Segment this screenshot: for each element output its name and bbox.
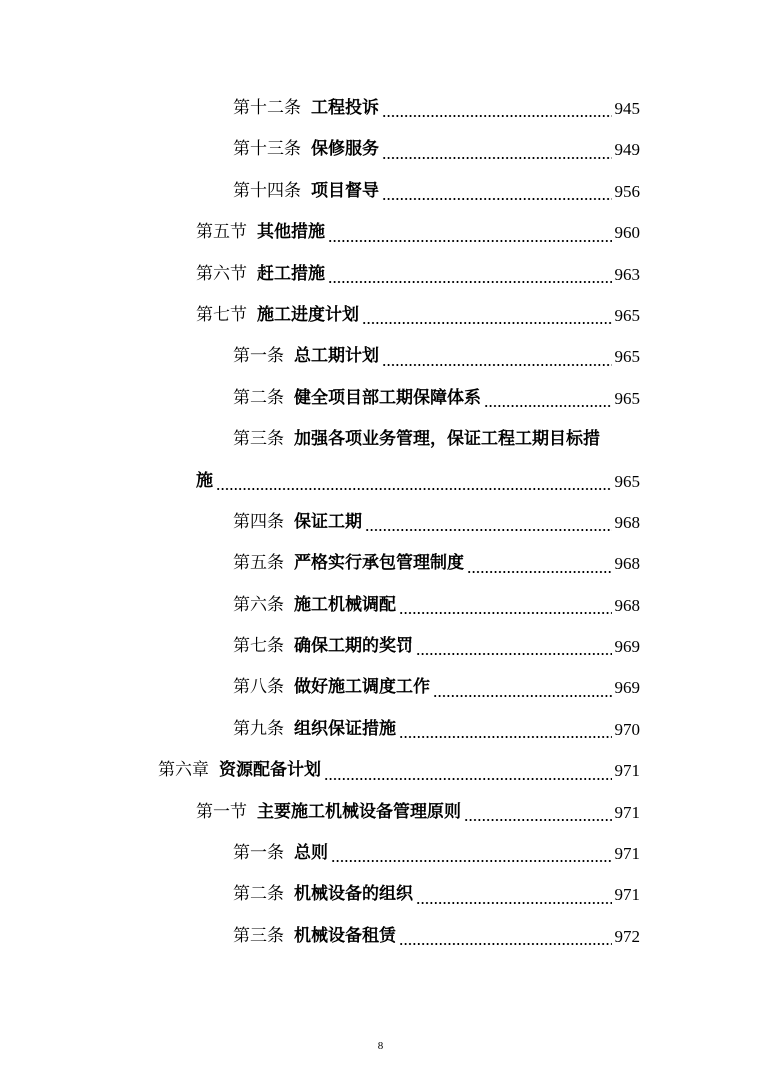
dot-leader xyxy=(331,860,612,862)
dot-leader xyxy=(416,902,612,904)
toc-entry-continuation[interactable] xyxy=(0,461,761,502)
dot-leader xyxy=(328,281,612,283)
toc-entry[interactable] xyxy=(0,667,761,708)
dot-leader xyxy=(433,695,612,697)
toc-entry-page: 968 xyxy=(614,512,640,532)
toc-entry-title: 组织保证措施 xyxy=(294,718,396,739)
toc-entry-label: 第六条 xyxy=(233,594,284,615)
dot-leader xyxy=(365,529,612,531)
table-of-contents xyxy=(0,88,761,957)
toc-entry-title: 保修服务 xyxy=(311,139,379,160)
dot-leader xyxy=(484,405,612,407)
toc-entry-page: 971 xyxy=(614,802,640,822)
toc-entry-title: 机械设备的组织 xyxy=(294,884,413,905)
dot-leader xyxy=(467,571,612,573)
toc-entry-wrapped[interactable] xyxy=(0,419,761,460)
dot-leader xyxy=(464,819,612,821)
toc-entry-title: 健全项目部工期保障体系 xyxy=(294,387,481,408)
dot-leader xyxy=(399,943,612,945)
toc-entry-title: 资源配备计划 xyxy=(219,760,321,781)
toc-entry-page: 965 xyxy=(614,347,640,367)
toc-entry[interactable] xyxy=(0,171,761,212)
toc-entry-label: 第一节 xyxy=(196,801,247,822)
toc-entry-title: 项目督导 xyxy=(311,180,379,201)
toc-entry-page: 972 xyxy=(614,926,640,946)
toc-entry-label: 第一条 xyxy=(233,346,284,367)
toc-entry-page: 945 xyxy=(614,99,640,118)
toc-entry-title: 加强各项业务管理，保证工程工期目标措 xyxy=(294,429,600,450)
toc-entry-label: 第十二条 xyxy=(233,98,301,118)
toc-entry[interactable] xyxy=(0,916,761,957)
toc-entry-title: 其他措施 xyxy=(257,222,325,243)
toc-entry-page: 956 xyxy=(614,181,640,201)
toc-entry-title: 严格实行承包管理制度 xyxy=(294,553,464,574)
toc-entry[interactable] xyxy=(0,254,761,295)
toc-entry-page: 949 xyxy=(614,140,640,160)
dot-leader xyxy=(399,612,612,614)
toc-entry-title-continuation: 施 xyxy=(196,470,213,491)
toc-entry[interactable] xyxy=(0,378,761,419)
toc-entry-title: 总则 xyxy=(294,843,328,864)
toc-entry[interactable] xyxy=(0,295,761,336)
toc-entry-title: 确保工期的奖罚 xyxy=(294,636,413,657)
toc-entry-title: 机械设备租赁 xyxy=(294,925,396,946)
toc-entry-label: 第三条 xyxy=(233,429,284,450)
toc-entry-page: 968 xyxy=(614,595,640,615)
toc-entry-page: 971 xyxy=(614,844,640,864)
toc-entry-label: 第七条 xyxy=(233,636,284,657)
dot-leader xyxy=(416,653,612,655)
toc-entry[interactable] xyxy=(0,709,761,750)
toc-entry-title: 施工机械调配 xyxy=(294,594,396,615)
toc-entry-page: 968 xyxy=(614,554,640,574)
dot-leader xyxy=(399,736,612,738)
page-number: 8 xyxy=(377,1040,384,1052)
toc-entry-page: 971 xyxy=(614,885,640,905)
toc-entry[interactable] xyxy=(0,212,761,253)
toc-entry-page: 970 xyxy=(614,719,640,739)
toc-entry[interactable] xyxy=(0,750,761,791)
toc-entry[interactable] xyxy=(0,874,761,915)
toc-entry-title: 赶工措施 xyxy=(257,263,325,284)
toc-entry-page: 965 xyxy=(614,305,640,325)
toc-entry[interactable] xyxy=(0,585,761,626)
toc-entry-title: 总工期计划 xyxy=(294,346,379,367)
toc-entry-label: 第五条 xyxy=(233,553,284,574)
toc-entry[interactable] xyxy=(0,792,761,833)
dot-leader xyxy=(362,322,612,324)
toc-entry-label: 第三条 xyxy=(233,925,284,946)
toc-entry-page: 969 xyxy=(614,678,640,698)
dot-leader xyxy=(382,198,612,200)
toc-entry-title: 施工进度计划 xyxy=(257,304,359,325)
toc-entry[interactable] xyxy=(0,543,761,584)
toc-entry[interactable] xyxy=(0,129,761,170)
toc-entry-page: 965 xyxy=(614,471,640,491)
toc-entry-title: 做好施工调度工作 xyxy=(294,677,430,698)
dot-leader xyxy=(328,240,612,242)
toc-entry-label: 第五节 xyxy=(196,222,247,243)
toc-entry-page: 960 xyxy=(614,223,640,243)
dot-leader xyxy=(382,364,612,366)
toc-entry[interactable] xyxy=(0,833,761,874)
toc-entry-label: 第八条 xyxy=(233,677,284,698)
toc-entry-label: 第一条 xyxy=(233,843,284,864)
toc-entry-label: 第六章 xyxy=(158,760,209,781)
toc-entry-title: 保证工期 xyxy=(294,511,362,532)
toc-entry-page: 963 xyxy=(614,264,640,284)
toc-entry-page: 965 xyxy=(614,388,640,408)
toc-entry-label: 第二条 xyxy=(233,387,284,408)
toc-entry-label: 第二条 xyxy=(233,884,284,905)
toc-entry-label: 第四条 xyxy=(233,511,284,532)
dot-leader xyxy=(324,778,612,780)
toc-entry-title: 主要施工机械设备管理原则 xyxy=(257,801,461,822)
toc-entry-page: 971 xyxy=(614,761,640,781)
dot-leader xyxy=(382,157,612,159)
toc-entry-page: 969 xyxy=(614,637,640,657)
toc-entry-label: 第六节 xyxy=(196,263,247,284)
dot-leader xyxy=(382,115,612,117)
toc-entry[interactable] xyxy=(0,502,761,543)
dot-leader xyxy=(216,488,612,490)
toc-entry[interactable] xyxy=(0,626,761,667)
toc-entry-title: 工程投诉 xyxy=(311,98,379,118)
toc-entry-label: 第十三条 xyxy=(233,139,301,160)
toc-entry-label: 第九条 xyxy=(233,718,284,739)
toc-entry-label: 第七节 xyxy=(196,304,247,325)
toc-entry[interactable] xyxy=(0,88,761,129)
toc-entry[interactable] xyxy=(0,336,761,377)
toc-entry-label: 第十四条 xyxy=(233,180,301,201)
